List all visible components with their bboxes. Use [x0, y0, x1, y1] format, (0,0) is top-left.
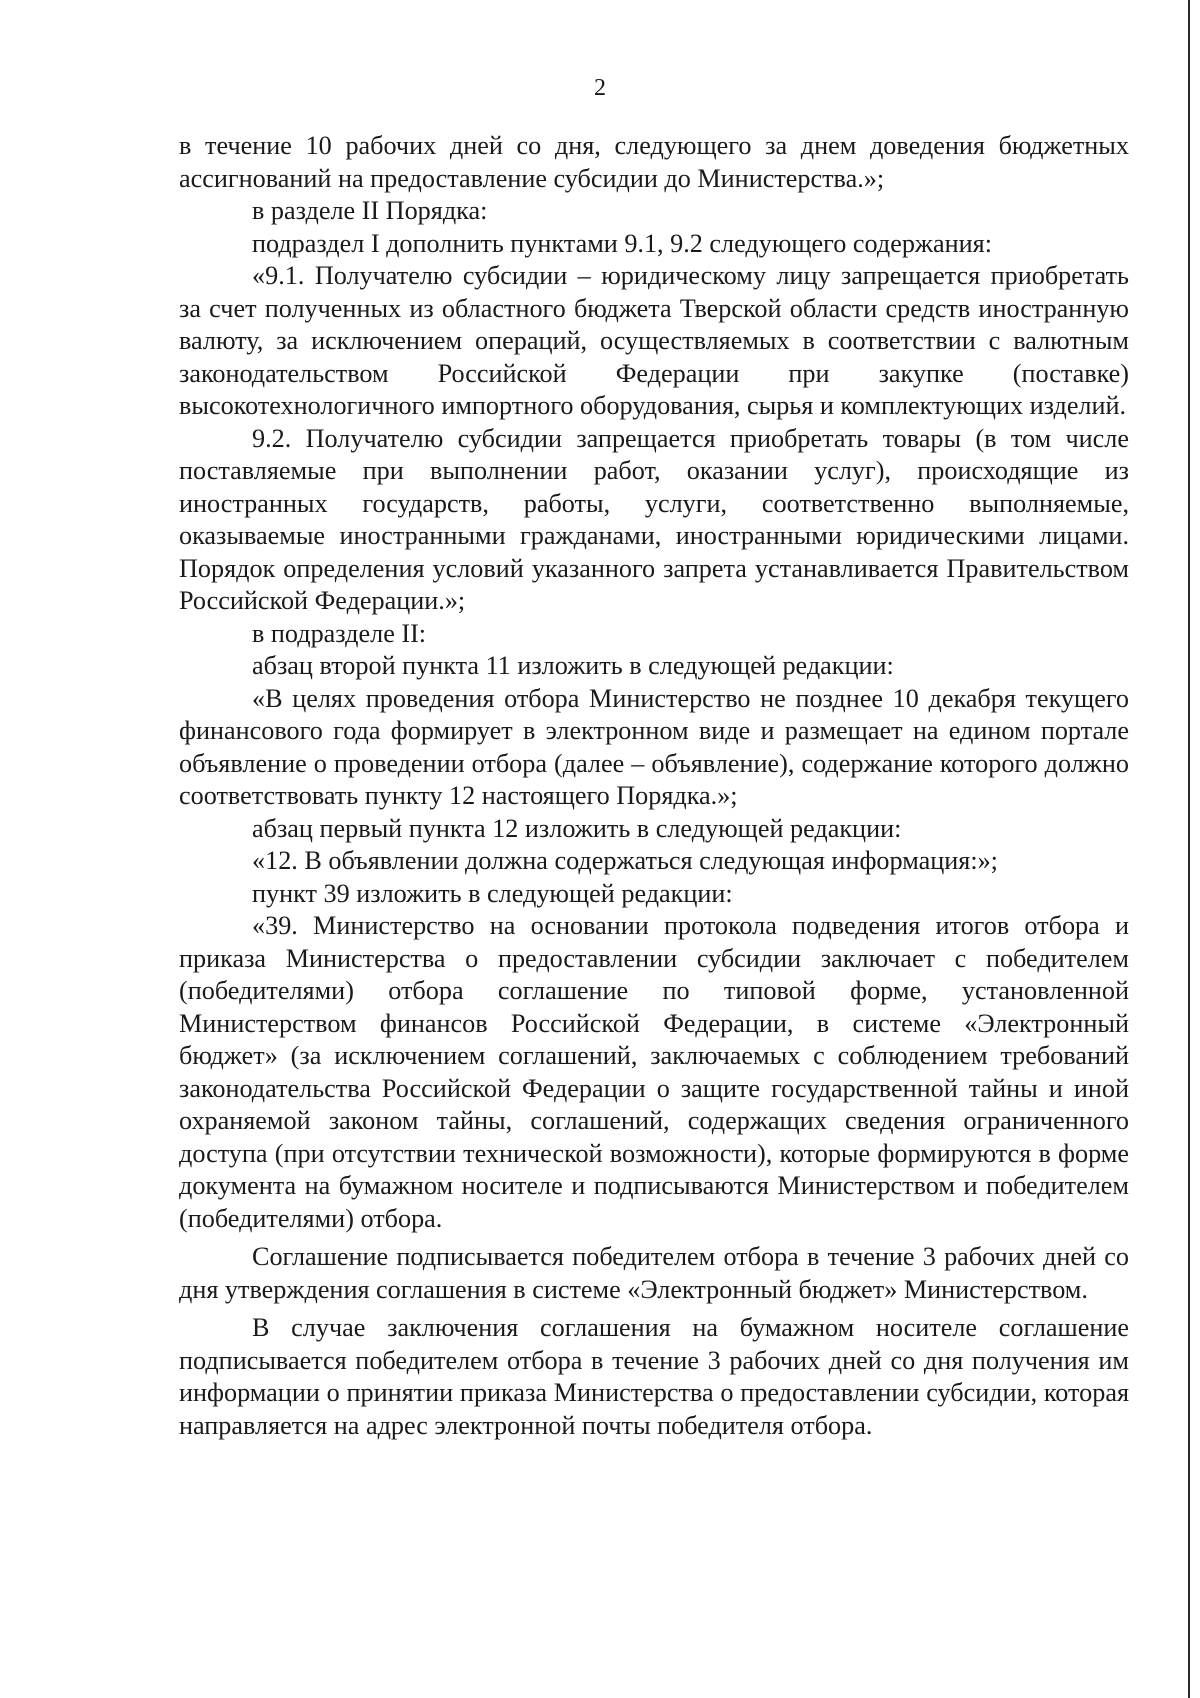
- paragraph: абзац первый пункта 12 изложить в следующей редакции:: [252, 813, 902, 843]
- paragraph: пункт 39 изложить в следующей редакции:: [252, 878, 733, 908]
- paragraph: абзац второй пункта 11 изложить в следующей редакции:: [252, 651, 894, 680]
- scan-edge-line: [1188, 0, 1190, 1698]
- paragraph: 9.2. Получателю субсидии запрещается приобретать товары (в том числе поставляемые при выполнении работ, оказании услуг), происходящие из иностранных государств, работы, услуги, соответственно выполняемые, оказываемые иностранными гражданами, иностранными юридическими лицами. Порядок определения условий указанного запрета устанавливается Правительством Российской Федерации.»;: [179, 423, 1129, 615]
- paragraph: В случае заключения соглашения на бумажном носителе соглашение подписывается победителем отбора в течение 3 рабочих дней со дня получения им информации о принятии приказа Министерства о предоставлении субсидии, которая направляется на адрес электронной почты победителя отбора.: [179, 1313, 1129, 1440]
- paragraph: Соглашение подписывается победителем отбора в течение 3 рабочих дней со дня утверждения соглашения в системе «Электронный бюджет» Министерством.: [179, 1242, 1129, 1304]
- paragraph: в подразделе II:: [252, 618, 427, 648]
- paragraph: в течение 10 рабочих дней со дня, следующего за днем доведения бюджетных ассигнований на предоставление субсидии до Министерства.»;: [179, 131, 1129, 193]
- document-body: [179, 130, 1129, 1442]
- paragraph: «39. Министерство на основании протокола подведения итогов отбора и приказа Министерства о предоставлении субсидии заключает с победителем (победителями) отбора соглашение по типовой форме, установленной Министерством финансов Российской Федерации, в системе «Электронный бюджет» (за исключением соглашений, заключаемых с соблюдением требований законодательства Российской Федерации о защите государственной тайны и иной охраняемой законом тайны, соглашений, содержащих сведения ограниченного доступа (при отсутствии технической возможности), которые формируются в форме документа на бумажном носителе и подписываются Министерством и победителем (победителями) отбора.: [179, 911, 1129, 1233]
- paragraph: «9.1. Получателю субсидии – юридическому лицу запрещается приобретать за счет полученных из областного бюджета Тверской области средств иностранную валюту, за исключением операций, осуществляемых в соответствии с валютным законодательством Российской Федерации при закупке (поставке) высокотехнологичного импортного оборудования, сырья и комплектующих изделий.: [179, 261, 1129, 420]
- paragraph: «12. В объявлении должна содержаться следующая информация:»;: [252, 846, 998, 875]
- paragraph: в разделе II Порядка:: [252, 196, 488, 225]
- paragraph: «В целях проведения отбора Министерство не позднее 10 декабря текущего финансового года формирует в электронном виде и размещает на едином портале объявление о проведении отбора (далее – объявление), содержание которого должно соответствовать пункту 12 настоящего Порядка.»;: [179, 683, 1129, 810]
- paragraph: подраздел I дополнить пунктами 9.1, 9.2 следующего содержания:: [252, 228, 992, 258]
- page-number: 2: [594, 75, 606, 101]
